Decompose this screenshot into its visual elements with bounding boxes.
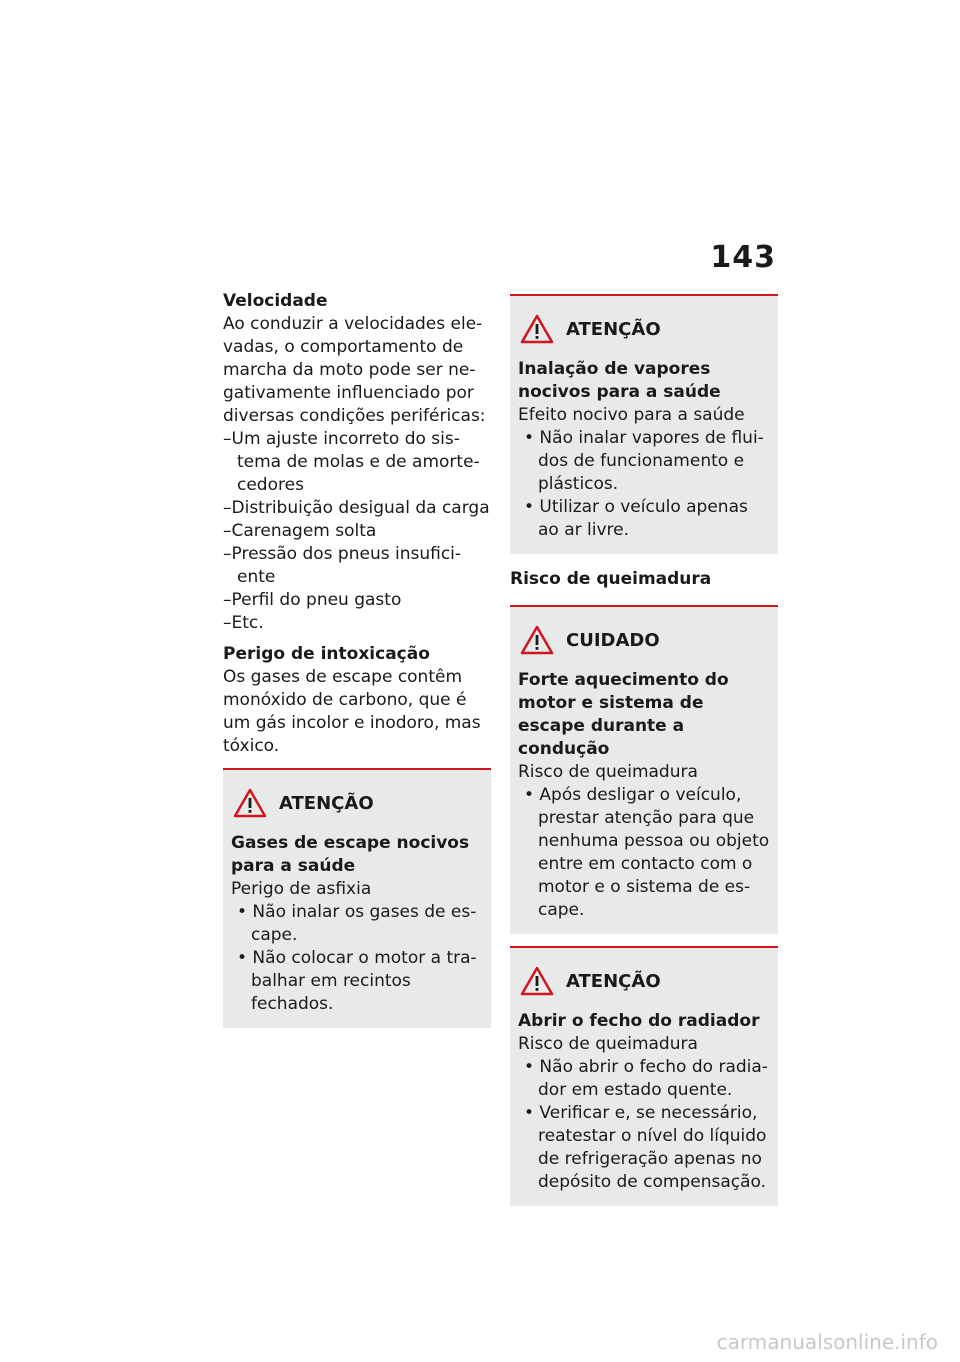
warning-box-vapors: [510, 294, 778, 554]
list-item: • Não inalar os gases de es-cape.: [237, 902, 477, 945]
list-item: • Utilizar o veículo apenas ao ar livre.: [524, 497, 748, 540]
intox-heading: Perigo de intoxicação: [223, 644, 430, 664]
intox-text: Os gases de escape contêm monóxido de carbono, que é um gás incolor e inodoro, mas tóxico.: [223, 667, 481, 756]
speed-text: Ao conduzir a velocidades ele-vadas, o comportamento de marcha da moto pode ser ne-gativamente influenciado por diversas condições periféricas:: [223, 314, 486, 426]
list-item: –Um ajuste incorreto do sis-tema de molas e de amorte-cedores: [223, 429, 480, 495]
left-column: [223, 290, 491, 1028]
list-item: • Não colocar o motor a tra-balhar em recintos fechados.: [237, 948, 477, 1014]
burn-heading: Risco de queimadura: [510, 569, 712, 589]
warning-subtitle: Perigo de asfixia: [231, 879, 372, 899]
list-item: –Distribuição desigual da carga: [223, 498, 490, 518]
warning-label: ATENÇÃO: [566, 970, 661, 992]
list-item: –Carenagem solta: [223, 521, 377, 541]
speed-heading: Velocidade: [223, 291, 328, 311]
caution-subtitle: Risco de queimadura: [518, 762, 698, 782]
warning-title: Abrir o fecho do radiador: [518, 1011, 760, 1031]
watermark: carmanualsonline.info: [716, 1330, 938, 1354]
warning-subtitle: Efeito nocivo para a saúde: [518, 405, 745, 425]
warning-title: Gases de escape nocivos para a saúde: [231, 833, 470, 876]
warning-triangle-icon: [233, 788, 267, 818]
warning-label: ATENÇÃO: [279, 792, 374, 814]
list-item: –Etc.: [223, 613, 264, 633]
warning-triangle-icon: [520, 314, 554, 344]
list-item: –Perfil do pneu gasto: [223, 590, 402, 610]
warning-triangle-icon: [520, 966, 554, 996]
list-item: • Verificar e, se necessário, reatestar o nível do líquido de refrigeração apenas no depósito de compensação.: [524, 1103, 767, 1192]
warning-box-radiator: [510, 946, 778, 1206]
warning-label: ATENÇÃO: [566, 318, 661, 340]
warning-subtitle: Risco de queimadura: [518, 1034, 698, 1054]
list-item: • Após desligar o veículo, prestar atenção para que nenhuma pessoa ou objeto entre em contacto com o motor e o sistema de es-cape.: [524, 785, 770, 920]
list-item: –Pressão dos pneus insufici-ente: [223, 544, 462, 587]
warning-box-exhaust: [223, 768, 491, 1028]
warning-title: Inalação de vapores nocivos para a saúde: [518, 359, 721, 402]
list-item: • Não abrir o fecho do radia-dor em estado quente.: [524, 1057, 768, 1100]
right-column: [510, 294, 778, 1206]
caution-label: CUIDADO: [566, 629, 660, 651]
warning-triangle-icon: [520, 625, 554, 655]
caution-box-engine-heat: [510, 605, 778, 934]
caution-title: Forte aquecimento do motor e sistema de escape durante a condução: [518, 670, 729, 759]
speed-list: [223, 428, 491, 635]
page-number: 143: [710, 240, 776, 275]
list-item: • Não inalar vapores de flui-dos de funcionamento e plásticos.: [524, 428, 764, 494]
